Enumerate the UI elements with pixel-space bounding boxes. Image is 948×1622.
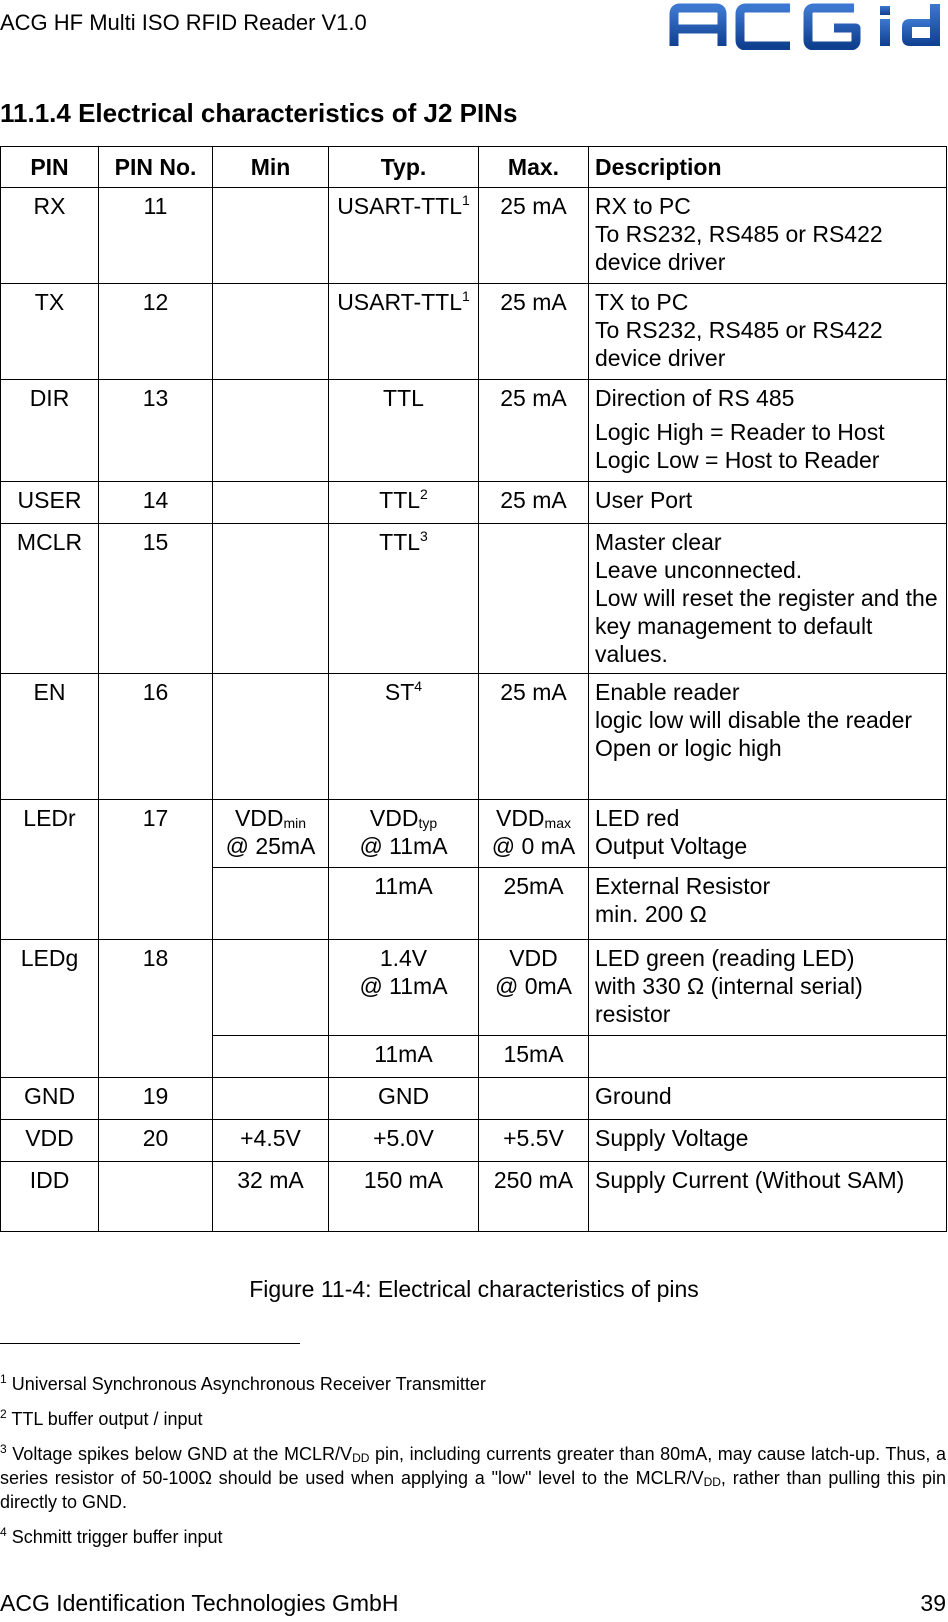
typ-value: ST	[384, 679, 415, 705]
footnote-ref: 2	[420, 486, 428, 502]
cell-max: 25 mA	[479, 482, 589, 524]
footnote-ref: 3	[420, 528, 428, 544]
cell-pin-no: 17	[99, 800, 213, 940]
cell-pin: LEDr	[1, 800, 99, 940]
desc-line: Direction of RS 485	[595, 385, 795, 411]
typ-line	[335, 804, 472, 832]
typ-line: 1.4V	[379, 945, 428, 971]
cell-typ	[329, 940, 479, 1036]
typ-value: TTL	[379, 487, 421, 513]
desc-line: LED green (reading LED)	[595, 945, 855, 971]
footnote-divider	[0, 1343, 300, 1344]
table-row	[1, 1162, 947, 1232]
cell-min	[213, 380, 329, 482]
max-base: VDD	[495, 805, 545, 831]
max-line-2: @ 0 mA	[491, 833, 576, 859]
desc-line: Logic High = Reader to Host	[595, 419, 885, 445]
cell-description	[589, 380, 947, 482]
cell-description	[589, 524, 947, 674]
footnote-mark: 3	[0, 1442, 7, 1456]
max-subscript: max	[544, 815, 571, 831]
cell-min	[213, 482, 329, 524]
min-base: VDD	[234, 805, 284, 831]
footnote-text: Schmitt trigger buffer input	[11, 1527, 223, 1547]
cell-min	[213, 284, 329, 380]
footnote-subscript: DD	[703, 1475, 721, 1489]
cell-typ	[329, 524, 479, 674]
footnote-mark: 2	[0, 1407, 7, 1421]
footer-company: ACG Identification Technologies GmbH	[0, 1590, 399, 1616]
cell-min	[213, 524, 329, 674]
cell-max	[479, 800, 589, 868]
table-row	[1, 1078, 947, 1120]
table-row	[1, 524, 947, 674]
cell-min: +4.5V	[213, 1120, 329, 1162]
footnote-mark: 4	[0, 1525, 7, 1539]
typ-line-2: @ 11mA	[359, 973, 448, 999]
footnote-text: , rather than pulling this pin directly to GND.	[0, 1468, 946, 1512]
cell-description	[589, 800, 947, 868]
footnote-text: TTL buffer output / input	[11, 1409, 203, 1429]
footnotes	[0, 1372, 946, 1560]
footnote-1	[0, 1372, 946, 1396]
footnote-4	[0, 1525, 946, 1549]
cell-typ	[329, 674, 479, 800]
cell-pin: DIR	[1, 380, 99, 482]
max-line-2: @ 0mA	[494, 973, 573, 999]
table-row	[1, 674, 947, 800]
cell-min	[213, 188, 329, 284]
cell-max: 15mA	[479, 1036, 589, 1078]
typ-value: USART-TTL	[337, 289, 463, 315]
cell-pin: USER	[1, 482, 99, 524]
table-row	[1, 940, 947, 1036]
desc-line: Logic Low = Host to Reader	[595, 447, 880, 473]
cell-description: Ground	[589, 1078, 947, 1120]
cell-typ	[329, 284, 479, 380]
cell-min	[213, 800, 329, 868]
footnote-ref: 4	[414, 678, 423, 694]
cell-min	[213, 940, 329, 1036]
cell-pin: MCLR	[1, 524, 99, 674]
cell-max: 25mA	[479, 868, 589, 940]
section-heading: 11.1.4 Electrical characteristics of J2 PINs	[0, 98, 518, 128]
cell-description	[589, 674, 947, 800]
cell-pin: EN	[1, 674, 99, 800]
cell-typ: +5.0V	[329, 1120, 479, 1162]
cell-pin: IDD	[1, 1162, 99, 1232]
typ-line-2: @ 11mA	[359, 833, 448, 859]
footnote-2	[0, 1407, 946, 1431]
page-number: 39	[920, 1590, 946, 1616]
cell-typ: TTL	[329, 380, 479, 482]
cell-max	[479, 524, 589, 674]
table-row	[1, 482, 947, 524]
table-row	[1, 800, 947, 868]
cell-max: 25 mA	[479, 284, 589, 380]
cell-typ	[329, 800, 479, 868]
cell-typ	[329, 482, 479, 524]
desc-line: RX to PC	[595, 193, 691, 219]
desc-line: Leave unconnected.	[595, 557, 803, 583]
desc-line: Master clear	[595, 529, 722, 555]
desc-line: Output Voltage	[595, 833, 748, 859]
cell-pin-no: 19	[99, 1078, 213, 1120]
cell-max: 25 mA	[479, 380, 589, 482]
cell-max: 25 mA	[479, 674, 589, 800]
cell-typ: GND	[329, 1078, 479, 1120]
desc-line: To RS232, RS485 or RS422 device driver	[595, 317, 883, 371]
cell-pin-no: 14	[99, 482, 213, 524]
min-line	[219, 804, 322, 832]
typ-value: TTL	[379, 529, 421, 555]
typ-value: USART-TTL	[337, 193, 463, 219]
cell-pin: GND	[1, 1078, 99, 1120]
cell-description: Supply Current (Without SAM)	[589, 1162, 947, 1232]
cell-description	[589, 1036, 947, 1078]
cell-pin-no: 11	[99, 188, 213, 284]
min-line-2: @ 25mA	[225, 833, 316, 859]
table-row	[1, 1120, 947, 1162]
footnote-mark: 1	[0, 1372, 7, 1386]
cell-description	[589, 188, 947, 284]
cell-pin-no: 15	[99, 524, 213, 674]
cell-pin-no: 13	[99, 380, 213, 482]
col-header-description: Description	[589, 147, 947, 188]
col-header-pin: PIN	[1, 147, 99, 188]
desc-line: logic low will disable the reader	[595, 707, 913, 733]
cell-description	[589, 868, 947, 940]
cell-pin: LEDg	[1, 940, 99, 1078]
desc-line: To RS232, RS485 or RS422 device driver	[595, 221, 883, 275]
cell-pin-no: 12	[99, 284, 213, 380]
running-header-title: ACG HF Multi ISO RFID Reader V1.0	[0, 10, 367, 35]
col-header-max: Max.	[479, 147, 589, 188]
footnote-3	[0, 1442, 946, 1514]
desc-line: with 330 Ω (internal serial) resistor	[595, 973, 863, 1027]
cell-pin-no: 16	[99, 674, 213, 800]
cell-max: +5.5V	[479, 1120, 589, 1162]
table-row	[1, 380, 947, 482]
cell-description: User Port	[589, 482, 947, 524]
footnote-ref: 1	[462, 288, 470, 304]
max-line	[481, 804, 586, 832]
cell-max	[479, 940, 589, 1036]
footnote-text: pin, including currents greater than 80mA, may cause latch-up. Thus, a series resistor of 50-100Ω should be used when applying a "low" level to the MCLR/V	[0, 1444, 946, 1488]
cell-typ: 11mA	[329, 1036, 479, 1078]
desc-line: TX to PC	[595, 289, 689, 315]
col-header-typ: Typ.	[329, 147, 479, 188]
electrical-characteristics-table	[0, 146, 947, 1232]
typ-base: VDD	[369, 805, 419, 831]
col-header-min: Min	[213, 147, 329, 188]
cell-max: 250 mA	[479, 1162, 589, 1232]
cell-min	[213, 868, 329, 940]
table-row	[1, 188, 947, 284]
desc-line: LED red	[595, 805, 680, 831]
figure-caption: Figure 11-4: Electrical characteristics of pins	[249, 1276, 699, 1302]
footnote-ref: 1	[462, 192, 470, 208]
cell-max: 25 mA	[479, 188, 589, 284]
cell-pin: RX	[1, 188, 99, 284]
desc-line: Enable reader	[595, 679, 740, 705]
col-header-pin-no: PIN No.	[99, 147, 213, 188]
cell-typ	[329, 188, 479, 284]
footnote-text: Universal Synchronous Asynchronous Receiver Transmitter	[11, 1374, 486, 1394]
cell-description: Supply Voltage	[589, 1120, 947, 1162]
desc-line: Low will reset the register and the key management to default values.	[595, 585, 938, 667]
cell-pin: TX	[1, 284, 99, 380]
footnote-subscript: DD	[352, 1451, 370, 1465]
cell-pin-no: 18	[99, 940, 213, 1078]
typ-subscript: typ	[418, 815, 438, 831]
cell-min	[213, 1036, 329, 1078]
cell-max	[479, 1078, 589, 1120]
desc-line: Open or logic high	[595, 735, 782, 761]
cell-min: 32 mA	[213, 1162, 329, 1232]
cell-min	[213, 1078, 329, 1120]
min-subscript: min	[283, 815, 307, 831]
acg-id-logo	[668, 2, 946, 50]
desc-line: min. 200 Ω	[595, 901, 707, 927]
cell-pin-no	[99, 1162, 213, 1232]
cell-pin: VDD	[1, 1120, 99, 1162]
table-header-row	[1, 147, 947, 188]
cell-description	[589, 284, 947, 380]
footnote-text: Voltage spikes below GND at the MCLR/V	[12, 1444, 353, 1464]
cell-min	[213, 674, 329, 800]
cell-typ: 150 mA	[329, 1162, 479, 1232]
cell-typ: 11mA	[329, 868, 479, 940]
cell-pin-no: 20	[99, 1120, 213, 1162]
cell-description	[589, 940, 947, 1036]
desc-line: External Resistor	[595, 873, 771, 899]
max-line: VDD	[509, 945, 558, 971]
table-row	[1, 284, 947, 380]
